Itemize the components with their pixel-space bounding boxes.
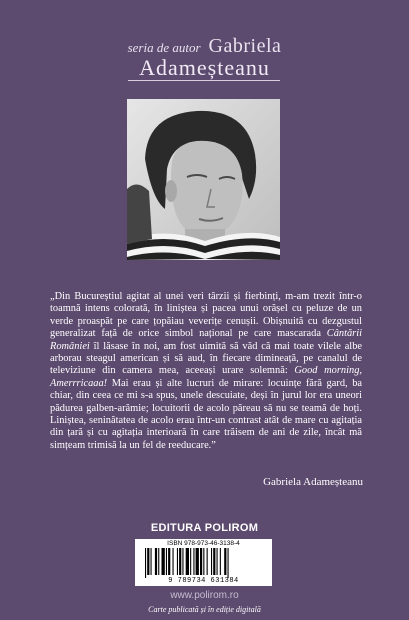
series-prefix: seria de autor — [127, 40, 201, 55]
barcode-number: 9 789734 631384 — [168, 577, 239, 585]
digital-edition-note: Carte publicată și în ediție digitală — [148, 605, 261, 614]
quote-part-3: Mai erau și alte lucruri de mirare: locuințe fără gard, ba chiar, din ceea ce mi s-a spus, unele descuiate, deși în jurul lor era uneori pădurea galben-arămie; locuitorii de acolo păreau să nu se teamă de hoți. Liniștea, seninătatea de acolo erau într-un contrast atât de mare cu agitația din țară și cu agitația interioară în care trăisem de ani de zile, încât mă simțeam trimisă la un fel de reeducare.” — [50, 377, 362, 451]
quote-italic-2: Good morning, Amerrricaaa! — [50, 365, 362, 389]
quote-part-2: îl lăsase în noi, am fost uimită să văd că mai toate vilele albe arborau steagul american și să aud, în fiecare dimineață, pe canalul de televiziune din camera mea, aceeași urare solemnă: — [50, 340, 362, 377]
isbn-label: ISBN 978-973-46-3138-4 — [167, 540, 240, 547]
quote-part-1: „Din Bucureștiul agitat al unei veri târzii și fierbinți, m-am trezit într-o toamnă intens colorată, în liniștea și pacea unui orășel cu peluze de un verde proaspăt pe care țopăiau veverițe cenușii. Obișnuită cu dezgustul generalizat față de orice simbol național pe care mascarada — [50, 291, 362, 340]
author-first-name: Gabriela — [208, 35, 282, 57]
barcode-icon — [144, 548, 263, 578]
author-signature: Gabriela Adameșteanu — [263, 476, 363, 488]
publisher-name: EDITURA POLIROM — [150, 522, 259, 534]
quote-italic-1: Cântării României — [50, 328, 362, 352]
publisher-website: www.polirom.ro — [170, 590, 239, 601]
barcode-block — [135, 539, 272, 586]
header-divider — [128, 80, 280, 81]
back-cover-quote — [50, 291, 362, 452]
author-photo — [127, 99, 280, 260]
author-last-name: Adameșteanu — [139, 55, 270, 80]
